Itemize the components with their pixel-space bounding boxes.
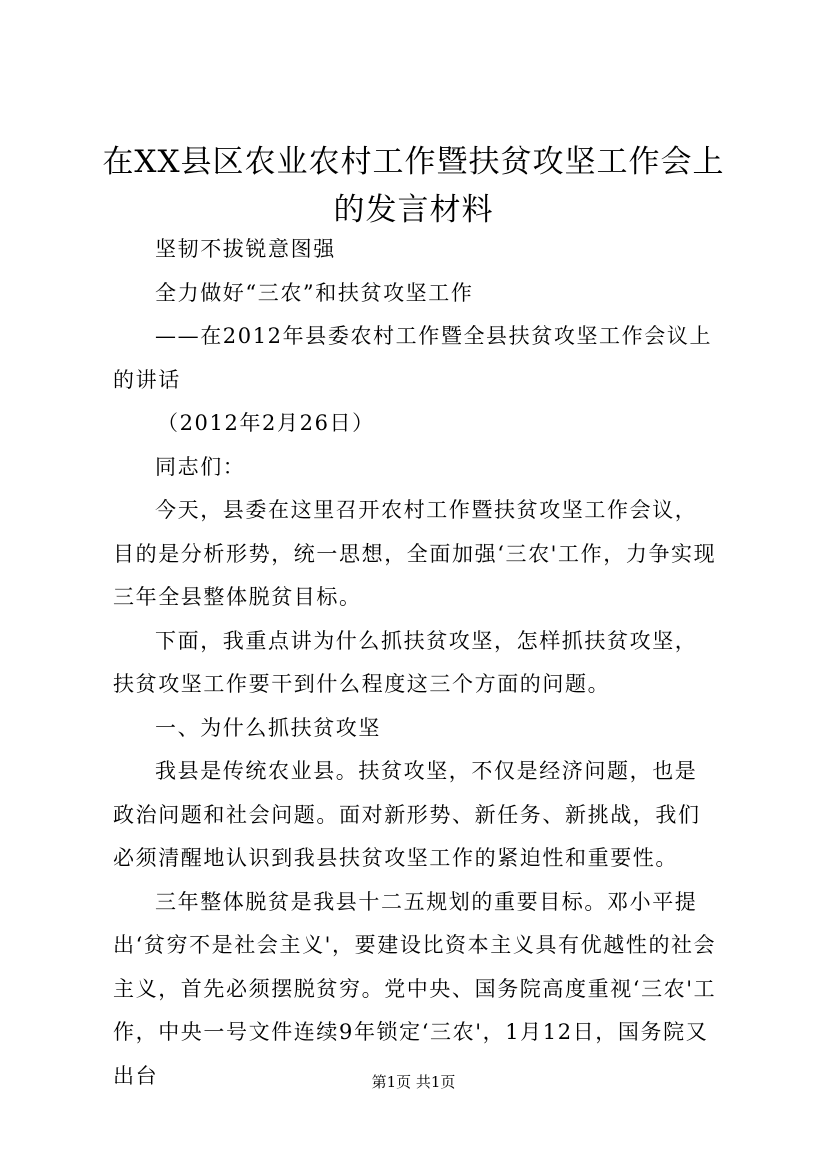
paragraph-subtitle: 全力做好“三农”和扶贫攻坚工作 xyxy=(155,280,474,305)
paragraph-date: （2012年2月26日） xyxy=(157,411,375,435)
paragraph-salutation: 同志们： xyxy=(155,454,246,479)
document-title: 在XX县区农业农村工作暨扶贫攻坚工作会上的发言材料 xyxy=(102,144,725,228)
page-footer: 第1页 共1页 xyxy=(371,1073,456,1091)
paragraph-body: 我县是传统农业县。扶贫攻坚，不仅是经济问题，也是政治问题和社会问题。面对新形势、新任务、新挑战，我们必须清醒地认识到我县扶贫攻坚工作的紧迫性和重要性。 xyxy=(113,759,701,870)
paragraph-slogan: 坚韧不拔锐意图强 xyxy=(155,237,336,261)
paragraph-body: 三年整体脱贫是我县十二五规划的重要目标。邓小平提出‘贫穷不是社会主义'，要建设比资本主义具有优越性的社会主义，首先必须摆脱贫穷。党中央、国务院高度重视‘三农'工作，中央一号文件连续9年锁定‘三农'，1月12日，国务院又出台 xyxy=(113,889,717,1088)
paragraph-body: 今天，县委在这里召开农村工作暨扶贫攻坚工作会议，目的是分析形势，统一思想，全面加强‘三农'工作，力争实现三年全县整体脱贫目标。 xyxy=(113,498,717,609)
paragraph-occasion: ——在2012年县委农村工作暨全县扶贫攻坚工作会议上的讲话 xyxy=(113,324,713,392)
paragraph-body: 下面，我重点讲为什么抓扶贫攻坚，怎样抓扶贫攻坚，扶贫攻坚工作要干到什么程度这三个方面的问题。 xyxy=(113,628,698,696)
section-heading: 一、为什么抓扶贫攻坚 xyxy=(155,715,381,740)
document-body xyxy=(113,228,717,1098)
